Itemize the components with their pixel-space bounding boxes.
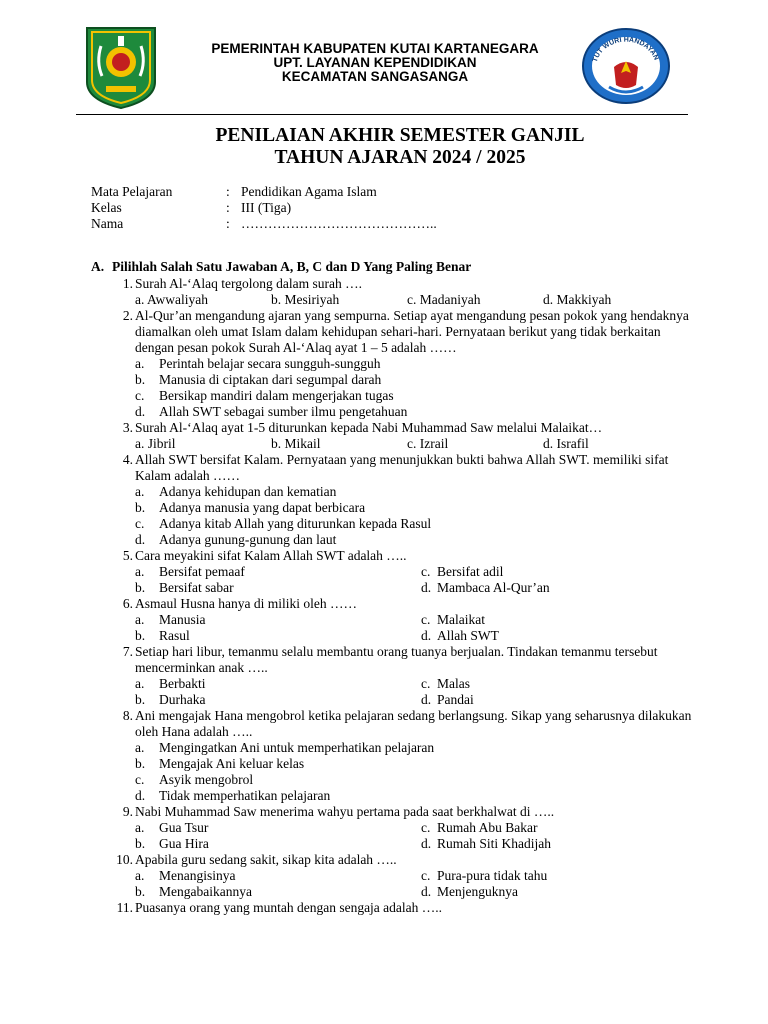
tut-wuri-handayani-icon	[581, 27, 671, 105]
section-heading	[91, 259, 471, 275]
option-text: Gua Tsur	[159, 820, 209, 835]
option-letter: b .	[135, 836, 145, 852]
info-label: Kelas	[91, 200, 122, 215]
answer-option-b	[135, 884, 252, 900]
answer-option-a	[135, 820, 208, 836]
question-item	[107, 644, 697, 708]
option-letter: a .	[135, 356, 144, 372]
logo-motto: TUT WURI HANDAYAN	[591, 36, 660, 63]
option-letter: d .	[421, 580, 431, 596]
option-text: Gua Hira	[159, 836, 209, 851]
option-text: Adanya manusia yang dapat berbicara	[159, 500, 366, 515]
question-text: Al-Qur’an mengandung ajaran yang sempurna. Setiap ayat mengandung pesan pokok yang hendaknya diamalkan oleh umat Islam dalam kehidupan sehari-hari. Pernyataan berikut yang tidak berkaitan dengan pesan pokok Surah Al-‘Alaq ayat 1 – 5 adalah ……	[135, 308, 689, 355]
answer-options	[135, 356, 697, 420]
info-value: ……………………………………..	[241, 216, 437, 231]
answer-option-b	[135, 500, 697, 516]
option-text: d. Israfil	[543, 436, 589, 451]
option-text: Asyik mengobrol	[159, 772, 254, 787]
option-text: Bersifat adil	[437, 564, 504, 579]
option-letter: a .	[135, 740, 144, 756]
option-letter: d .	[135, 532, 145, 548]
option-text: Rumah Abu Bakar	[437, 820, 538, 835]
option-letter: c .	[135, 516, 144, 532]
option-text: Rumah Siti Khadijah	[437, 836, 551, 851]
option-letter: a .	[135, 868, 144, 884]
question-number: 3 .	[107, 420, 133, 436]
option-text: c. Madaniyah	[407, 292, 481, 307]
question-item	[107, 708, 697, 804]
answer-option-c	[135, 516, 697, 532]
option-letter: c .	[421, 676, 430, 692]
option-letter: c .	[421, 612, 430, 628]
question-number: 5 .	[107, 548, 133, 564]
answer-option-b	[135, 756, 697, 772]
answer-option-c	[407, 436, 448, 452]
answer-option-d	[421, 884, 518, 900]
option-text: a. Awwaliyah	[135, 292, 208, 307]
question-list	[107, 276, 697, 916]
option-letter: d .	[135, 404, 145, 420]
question-text: Setiap hari libur, temanmu selalu membantu orang tuanya berjualan. Tindakan temanmu tersebut mencerminkan anak …..	[135, 644, 658, 675]
option-text: Malas	[437, 676, 470, 691]
answer-options	[135, 292, 697, 308]
question-text: Allah SWT bersifat Kalam. Pernyataan yang menunjukkan bukti bahwa Allah SWT. memiliki sifat Kalam adalah ……	[135, 452, 669, 483]
option-text: b. Mikail	[271, 436, 321, 451]
answer-options	[135, 564, 697, 596]
question-item	[107, 548, 697, 596]
option-text: Adanya gunung-gunung dan laut	[159, 532, 337, 547]
question-item	[107, 804, 697, 852]
option-letter: a .	[135, 564, 144, 580]
option-text: Pura-pura tidak tahu	[437, 868, 548, 883]
answer-option-c	[421, 820, 538, 836]
question-text: Surah Al-‘Alaq tergolong dalam surah ….	[135, 276, 362, 291]
info-colon: :	[226, 216, 230, 231]
option-text: Rasul	[159, 628, 190, 643]
info-label: Mata Pelajaran	[91, 184, 173, 199]
letterhead	[0, 0, 768, 117]
option-text: Allah SWT sebagai sumber ilmu pengetahuan	[159, 404, 408, 419]
answer-option-c	[421, 676, 470, 692]
exam-title-line1: PENILAIAN AKHIR SEMESTER GANJIL	[215, 125, 585, 146]
answer-options	[135, 868, 697, 900]
option-letter: b .	[135, 372, 145, 388]
question-item	[107, 596, 697, 644]
option-letter: c .	[135, 772, 144, 788]
section-instruction: Pilihlah Salah Satu Jawaban A, B, C dan D Yang Paling Benar	[112, 259, 472, 274]
option-text: a. Jibril	[135, 436, 176, 451]
option-letter: c .	[421, 868, 430, 884]
question-text: Apabila guru sedang sakit, sikap kita adalah …..	[135, 852, 397, 867]
answer-option-a	[135, 356, 697, 372]
option-text: Manusia	[159, 612, 206, 627]
answer-option-b	[271, 436, 321, 452]
answer-option-c	[421, 564, 503, 580]
question-item	[107, 276, 697, 308]
answer-option-d	[421, 692, 474, 708]
question-item	[107, 852, 697, 900]
option-letter: a .	[135, 676, 144, 692]
answer-option-d	[421, 628, 499, 644]
question-item	[107, 452, 697, 548]
answer-option-d	[543, 436, 589, 452]
option-letter: a .	[135, 484, 144, 500]
option-letter: b .	[135, 500, 145, 516]
option-letter: d .	[421, 884, 431, 900]
info-value: III (Tiga)	[241, 200, 292, 215]
question-number: 1 .	[107, 276, 133, 292]
answer-option-b	[271, 292, 339, 308]
option-text: Manusia di ciptakan dari segumpal darah	[159, 372, 382, 387]
question-item	[107, 420, 697, 452]
option-letter: c .	[135, 388, 144, 404]
answer-option-a	[135, 612, 206, 628]
option-text: d. Makkiyah	[543, 292, 612, 307]
question-number: 2 .	[107, 308, 133, 324]
answer-option-d	[135, 404, 697, 420]
option-text: Menangisinya	[159, 868, 236, 883]
question-number: 7 .	[107, 644, 133, 660]
answer-options	[135, 820, 697, 852]
answer-option-a	[135, 868, 236, 884]
exam-title	[100, 125, 700, 169]
answer-option-b	[135, 372, 697, 388]
option-text: Adanya kehidupan dan kematian	[159, 484, 337, 499]
option-letter: a .	[135, 820, 144, 836]
exam-title-line2: TAHUN AJARAN 2024 / 2025	[274, 147, 526, 168]
question-item	[107, 308, 697, 420]
option-letter: b .	[135, 756, 145, 772]
option-text: Berbakti	[159, 676, 206, 691]
option-letter: c .	[421, 820, 430, 836]
option-text: Bersifat sabar	[159, 580, 234, 595]
answer-option-c	[421, 612, 485, 628]
option-letter: b .	[135, 580, 145, 596]
option-text: Adanya kitab Allah yang diturunkan kepada Rasul	[159, 516, 432, 531]
answer-option-c	[135, 772, 697, 788]
office-name: UPT. LAYANAN KEPENDIDIKAN	[273, 55, 477, 70]
question-number: 10 .	[107, 852, 133, 868]
answer-option-d	[421, 580, 550, 596]
answer-option-c	[421, 868, 547, 884]
option-text: Perintah belajar secara sungguh-sungguh	[159, 356, 381, 371]
option-letter: d .	[135, 788, 145, 804]
answer-option-d	[135, 532, 697, 548]
question-number: 11 .	[107, 900, 133, 916]
letterhead-divider	[76, 114, 688, 115]
answer-options	[135, 676, 697, 708]
question-text: Puasanya orang yang muntah dengan sengaja adalah …..	[135, 900, 443, 915]
section-letter: A.	[91, 259, 105, 274]
option-letter: d .	[421, 692, 431, 708]
question-text: Nabi Muhammad Saw menerima wahyu pertama pada saat berkhalwat di …..	[135, 804, 555, 819]
option-text: Menjenguknya	[437, 884, 518, 899]
question-number: 4 .	[107, 452, 133, 468]
option-text: Mengingatkan Ani untuk memperhatikan pelajaran	[159, 740, 435, 755]
info-value: Pendidikan Agama Islam	[241, 184, 377, 199]
question-number: 8 .	[107, 708, 133, 724]
option-text: Malaikat	[437, 612, 485, 627]
answer-option-b	[135, 692, 205, 708]
option-text: Pandai	[437, 692, 474, 707]
kutai-kartanegara-emblem-icon	[84, 26, 158, 110]
option-letter: a .	[135, 612, 144, 628]
option-letter: d .	[421, 628, 431, 644]
answer-option-a	[135, 564, 245, 580]
option-letter: d .	[421, 836, 431, 852]
answer-option-a	[135, 436, 176, 452]
answer-option-d	[135, 788, 697, 804]
answer-option-b	[135, 628, 190, 644]
question-text: Asmaul Husna hanya di miliki oleh ……	[135, 596, 357, 611]
option-text: Mengajak Ani keluar kelas	[159, 756, 305, 771]
answer-option-d	[543, 292, 611, 308]
option-text: Mengabaikannya	[159, 884, 252, 899]
question-number: 6 .	[107, 596, 133, 612]
option-text: b. Mesiriyah	[271, 292, 340, 307]
answer-option-c	[135, 388, 697, 404]
option-letter: b .	[135, 884, 145, 900]
option-text: Bersikap mandiri dalam mengerjakan tugas	[159, 388, 394, 403]
answer-option-a	[135, 676, 206, 692]
option-letter: b .	[135, 628, 145, 644]
answer-options	[135, 612, 697, 644]
answer-option-c	[407, 292, 480, 308]
option-letter: c .	[421, 564, 430, 580]
option-letter: b .	[135, 692, 145, 708]
question-number: 9 .	[107, 804, 133, 820]
answer-option-a	[135, 484, 697, 500]
option-text: Durhaka	[159, 692, 206, 707]
answer-option-a	[135, 292, 208, 308]
option-text: Tidak memperhatikan pelajaran	[159, 788, 331, 803]
answer-option-b	[135, 836, 209, 852]
answer-option-a	[135, 740, 697, 756]
info-colon: :	[226, 200, 230, 215]
option-text: Mambaca Al-Qur’an	[437, 580, 550, 595]
question-text: Ani mengajak Hana mengobrol ketika pelajaran sedang berlangsung. Sikap yang seharusnya dilakukan oleh Hana adalah …..	[135, 708, 692, 739]
answer-options	[135, 740, 697, 804]
answer-options	[135, 484, 697, 548]
info-label: Nama	[91, 216, 124, 231]
answer-option-d	[421, 836, 551, 852]
option-text: c. Izrail	[407, 436, 449, 451]
government-name: PEMERINTAH KABUPATEN KUTAI KARTANEGARA	[211, 41, 539, 56]
answer-options	[135, 436, 697, 452]
info-colon: :	[226, 184, 230, 199]
question-text: Surah Al-‘Alaq ayat 1-5 diturunkan kepada Nabi Muhammad Saw melalui Malaikat…	[135, 420, 603, 435]
question-item	[107, 900, 697, 916]
district-name: KECAMATAN SANGASANGA	[281, 69, 469, 84]
option-text: Bersifat pemaaf	[159, 564, 245, 579]
option-text: Allah SWT	[437, 628, 499, 643]
answer-option-b	[135, 580, 234, 596]
question-text: Cara meyakini sifat Kalam Allah SWT adalah …..	[135, 548, 407, 563]
